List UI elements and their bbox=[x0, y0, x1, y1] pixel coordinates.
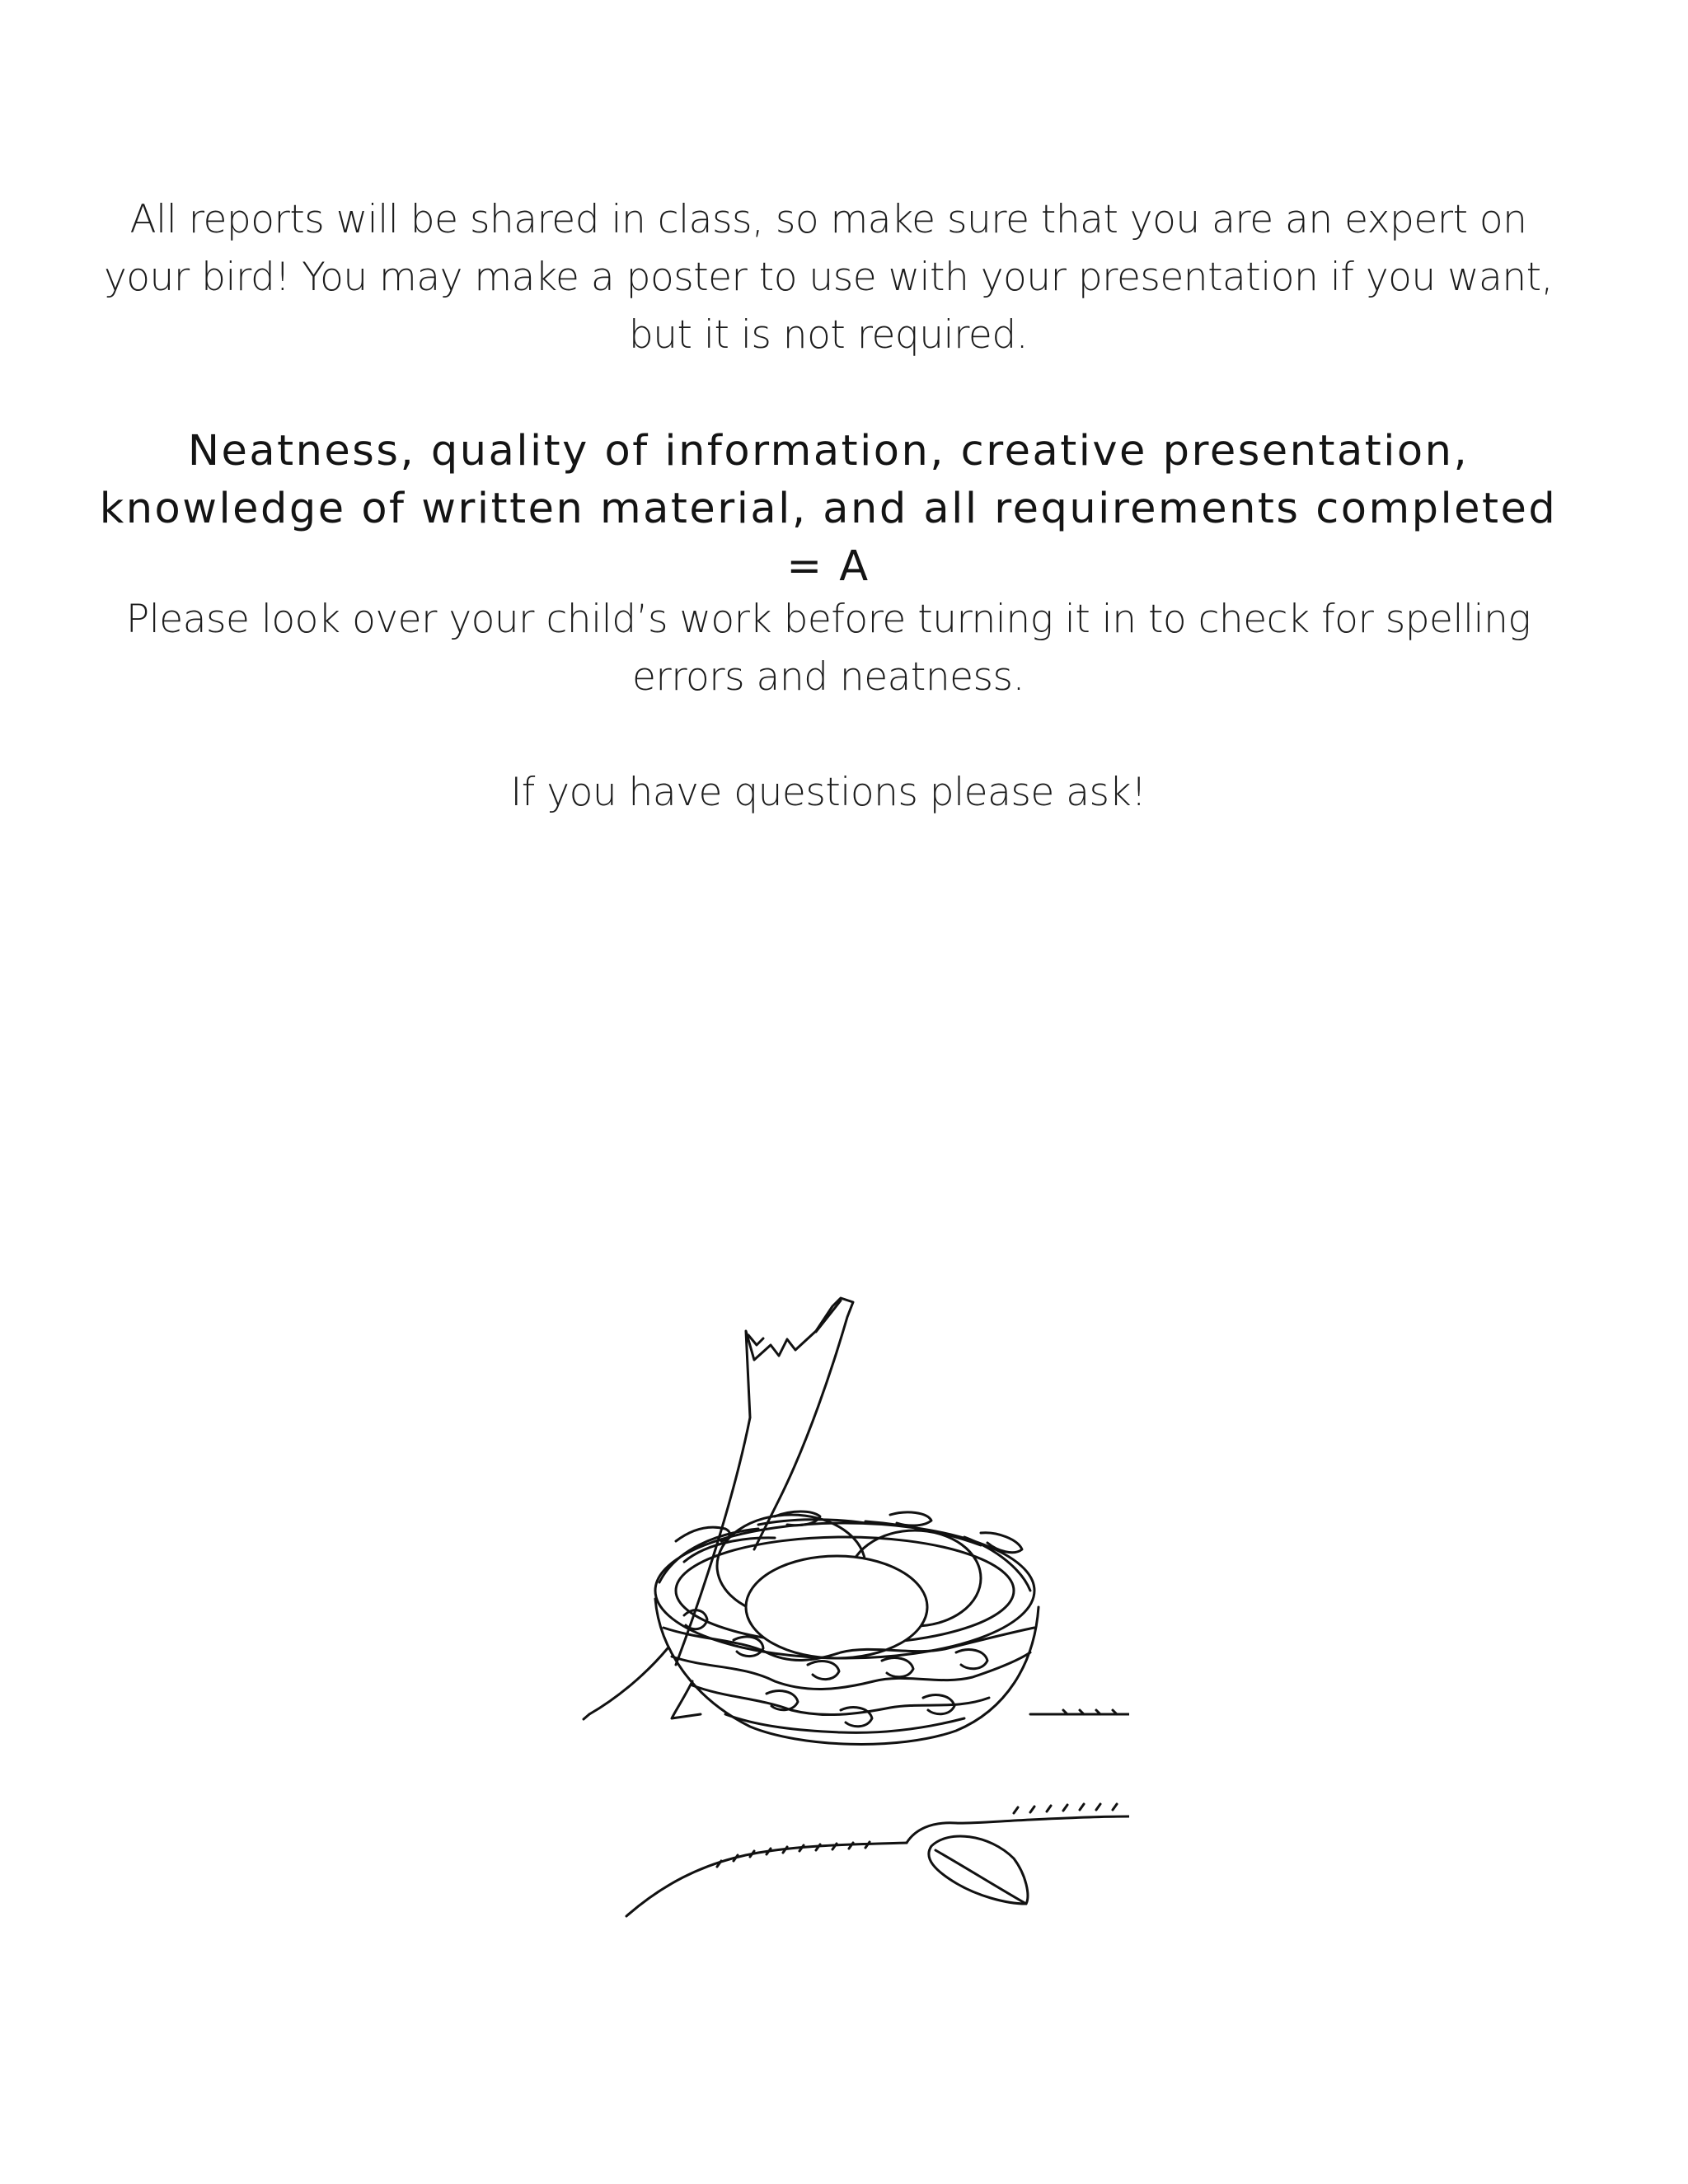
bird-nest-with-eggs-icon bbox=[569, 1253, 1129, 1929]
parent-review-paragraph: Please look over your child’s work before turning it in to check for spelling errors and neatness. bbox=[125, 597, 1531, 700]
questions-paragraph: If you have questions please ask! bbox=[510, 770, 1146, 815]
grading-criteria-paragraph: Neatness, quality of information, creative presentation, knowledge of written material, and all requirements completed = A bbox=[99, 427, 1558, 591]
reports-shared-paragraph: All reports will be shared in class, so make sure that you are an expert on your bird! You may make a poster to use with your presentation if you want, but it is not required. bbox=[103, 197, 1554, 358]
